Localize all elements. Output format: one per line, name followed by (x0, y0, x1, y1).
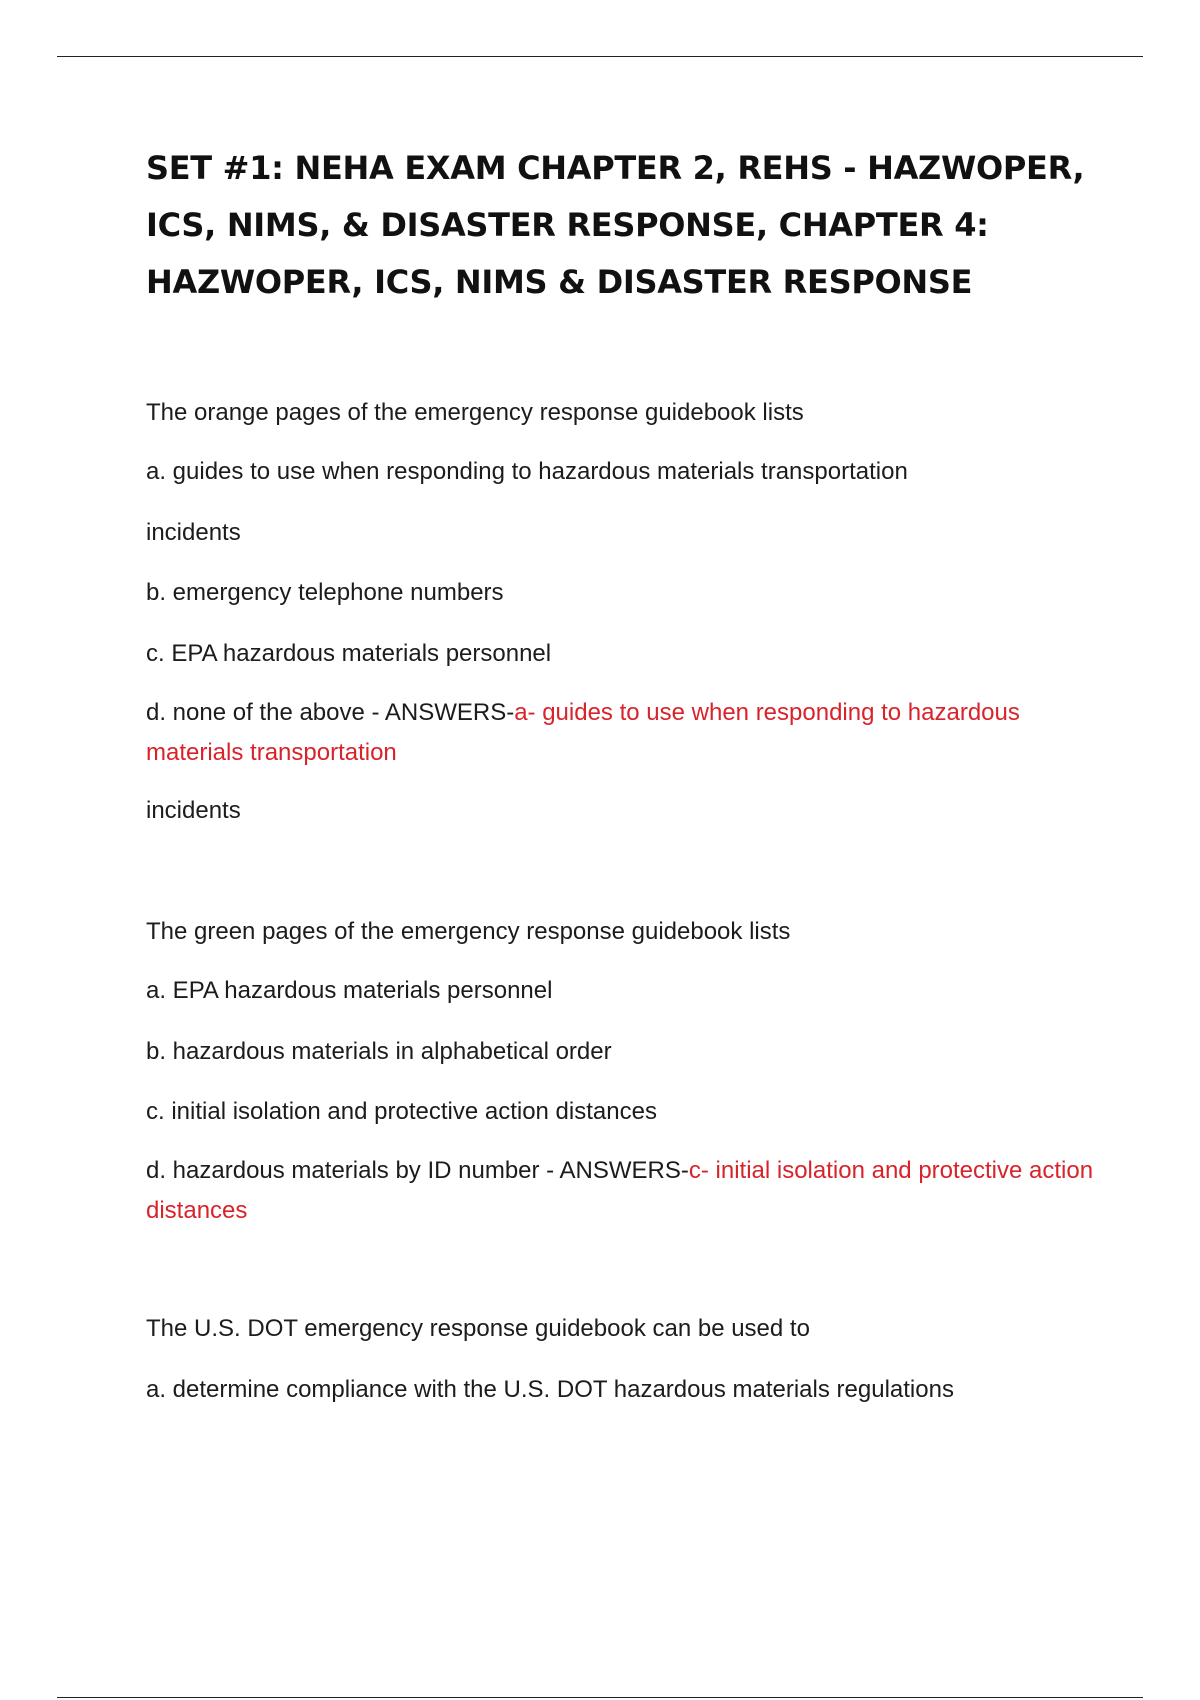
question-1-answer: a- guides to use when responding to hazardous materials transportation (146, 699, 1020, 766)
question-1-option-a-continued: incidents (146, 519, 241, 546)
question-1-option-c: c. EPA hazardous materials personnel (146, 640, 552, 667)
question-1-text: The orange pages of the emergency response guidebook lists (146, 399, 804, 426)
question-1-answer-continued: incidents (146, 797, 241, 824)
footer-rule (57, 1697, 1143, 1698)
question-1-option-d-label: d. none of the above - ANSWERS- (146, 699, 515, 726)
question-2-text: The green pages of the emergency response guidebook lists (146, 918, 791, 945)
question-2-option-d-label: d. hazardous materials by ID number - ANSWERS- (146, 1157, 689, 1184)
question-1-option-d (146, 693, 1106, 773)
question-2-answer: c- initial isolation and protective action distances (146, 1157, 1094, 1224)
question-2-option-d (146, 1151, 1106, 1231)
question-1-option-b: b. emergency telephone numbers (146, 579, 504, 606)
question-3-text: The U.S. DOT emergency response guidebook can be used to (146, 1315, 810, 1342)
question-3-option-a: a. determine compliance with the U.S. DOT hazardous materials regulations (146, 1376, 954, 1403)
document-title: SET #1: NEHA EXAM CHAPTER 2, REHS - HAZWOPER, ICS, NIMS, & DISASTER RESPONSE, CHAPTER 4: HAZWOPER, ICS, NIMS & DISASTER RESPONSE (146, 149, 1085, 301)
header-rule (57, 56, 1143, 57)
question-2-option-a: a. EPA hazardous materials personnel (146, 977, 553, 1004)
question-2-option-b: b. hazardous materials in alphabetical order (146, 1038, 612, 1065)
question-2-option-c: c. initial isolation and protective action distances (146, 1098, 657, 1125)
question-1-option-a: a. guides to use when responding to hazardous materials transportation (146, 458, 908, 485)
